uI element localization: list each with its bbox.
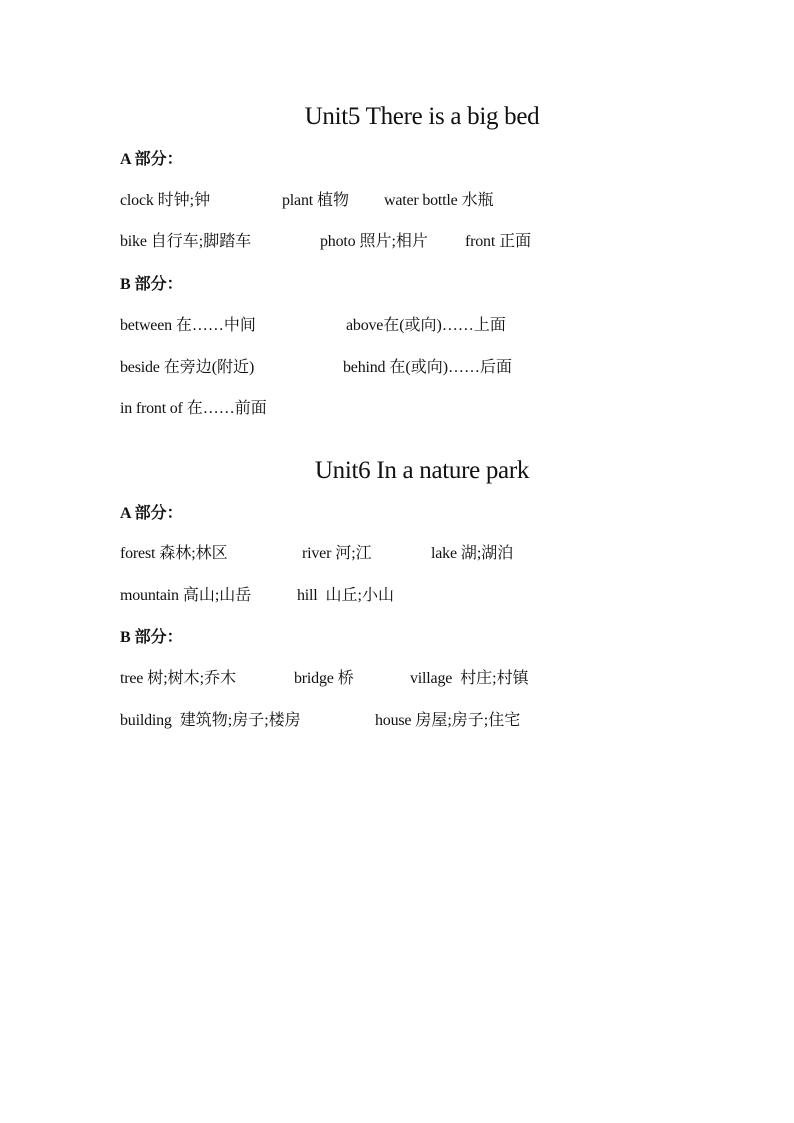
vocab-entry [431, 543, 513, 565]
vocab-english: village [410, 670, 453, 687]
vocab-english: hill [297, 587, 318, 604]
vocab-entry [294, 668, 354, 690]
unit5-part-a-label: A 部分： [120, 151, 183, 168]
vocab-entry [282, 190, 349, 212]
vocab-english: bridge [294, 670, 334, 687]
vocab-entry [120, 357, 254, 379]
vocab-chinese: 湖;湖泊 [460, 545, 514, 562]
vocab-entry [120, 190, 210, 212]
vocab-english: plant [282, 192, 313, 209]
vocab-entry [410, 668, 529, 690]
vocab-chinese: 在旁边(附近) [163, 359, 255, 376]
unit6-vocab-row-2 [120, 585, 680, 607]
unit6-vocab-row-1 [120, 543, 680, 565]
vocab-english: beside [120, 359, 160, 376]
vocab-english: tree [120, 670, 144, 687]
unit6-part-a-label: A 部分： [120, 505, 183, 522]
vocab-english: building [120, 712, 172, 729]
unit5-vocab-row-3 [120, 315, 680, 337]
vocab-chinese: 水瓶 [461, 192, 494, 209]
unit6-vocab-row-4 [120, 710, 680, 732]
vocab-chinese: 在……前面 [186, 400, 267, 417]
vocab-english: photo [320, 233, 356, 250]
vocab-english: above [346, 317, 384, 334]
vocab-chinese: 树;树木;乔木 [147, 670, 237, 687]
unit5-part-b-label: B 部分： [120, 276, 183, 293]
vocab-chinese: 自行车;脚踏车 [150, 233, 252, 250]
vocab-chinese: 房屋;房子;住宅 [415, 712, 521, 729]
vocab-chinese: 照片;相片 [359, 233, 428, 250]
unit5-vocab-row-2 [120, 231, 680, 253]
vocab-english: behind [343, 359, 386, 376]
vocab-chinese: 在(或向)……上面 [383, 317, 506, 334]
vocab-english: river [302, 545, 332, 562]
vocab-entry [120, 315, 256, 337]
vocab-english: house [375, 712, 412, 729]
vocab-chinese: 桥 [337, 670, 354, 687]
vocab-entry [465, 231, 531, 253]
vocab-chinese: 河;江 [335, 545, 372, 562]
unit6-title: Unit6 In a nature park [314, 457, 530, 484]
vocab-english: clock [120, 192, 154, 209]
vocab-entry [120, 710, 301, 732]
unit5-vocab-row-4 [120, 357, 680, 379]
vocab-english: in front of [120, 400, 183, 417]
unit5-title: Unit5 There is a big bed [304, 103, 540, 130]
vocab-chinese: 村庄;村镇 [460, 670, 529, 687]
vocab-entry [320, 231, 428, 253]
vocab-entry [302, 543, 372, 565]
vocab-chinese: 正面 [499, 233, 532, 250]
vocab-english: between [120, 317, 172, 334]
vocab-entry [120, 543, 228, 565]
vocab-english: forest [120, 545, 156, 562]
vocab-chinese: 高山;山岳 [182, 587, 252, 604]
unit6-vocab-row-3 [120, 668, 680, 690]
vocab-chinese: 在……中间 [175, 317, 256, 334]
vocab-entry [384, 190, 494, 212]
vocab-entry [120, 398, 267, 420]
vocab-english: front [465, 233, 496, 250]
vocab-entry [343, 357, 512, 379]
unit6-part-b-label: B 部分： [120, 629, 183, 646]
unit5-vocab-row-5 [120, 398, 680, 420]
vocab-english: water bottle [384, 192, 458, 209]
vocab-chinese: 植物 [317, 192, 350, 209]
vocab-english: bike [120, 233, 147, 250]
vocab-chinese: 时钟;钟 [157, 192, 211, 209]
vocab-entry [120, 585, 251, 607]
vocab-chinese: 山丘;小山 [325, 587, 394, 604]
vocab-entry [120, 231, 251, 253]
vocab-chinese: 在(或向)……后面 [389, 359, 513, 376]
vocab-entry [346, 315, 506, 337]
vocab-entry [297, 585, 394, 607]
vocab-entry [375, 710, 520, 732]
unit5-vocab-row-1 [120, 190, 680, 212]
vocab-chinese: 建筑物;房子;楼房 [179, 712, 301, 729]
vocab-chinese: 森林;林区 [159, 545, 228, 562]
vocab-entry [120, 668, 236, 690]
vocab-english: lake [431, 545, 457, 562]
vocab-english: mountain [120, 587, 179, 604]
